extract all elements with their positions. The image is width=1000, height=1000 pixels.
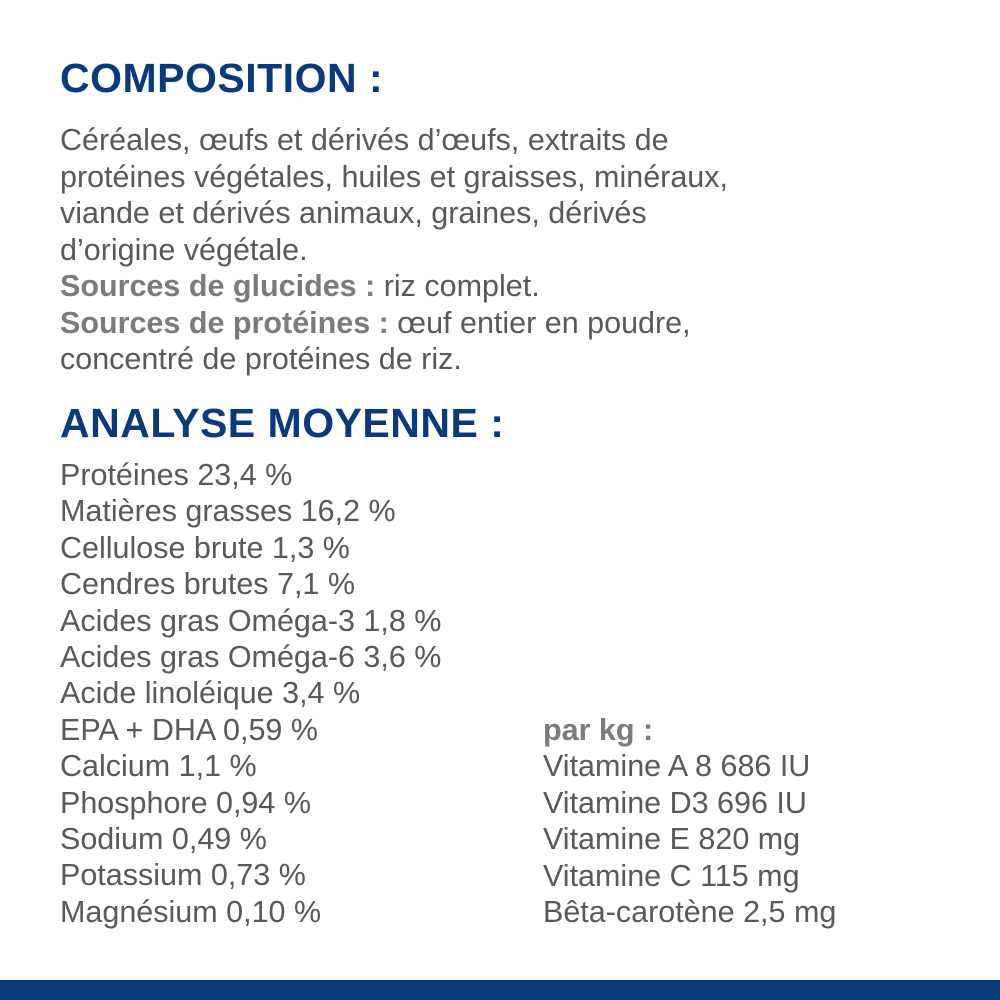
vitamins-list	[543, 712, 836, 930]
composition-text	[60, 122, 960, 378]
glucides-line	[60, 268, 960, 305]
composition-line: protéines végétales, huiles et graisses, minéraux,	[60, 159, 728, 194]
glucides-value: riz complet.	[375, 269, 540, 303]
vitamin-item: Bêta-carotène 2,5 mg	[543, 895, 837, 930]
analyse-item: Acides gras Oméga-6 3,6 %	[60, 640, 442, 675]
composition-line: d’origine végétale.	[60, 232, 308, 267]
analyse-item: Matières grasses 16,2 %	[60, 494, 396, 529]
vitamin-item: Vitamine E 820 mg	[543, 822, 801, 857]
analyse-item: Cellulose brute 1,3 %	[60, 530, 350, 565]
analyse-item: Protéines 23,4 %	[60, 458, 293, 492]
analyse-item: Cendres brutes 7,1 %	[60, 567, 355, 602]
proteines-label: Sources de protéines :	[60, 305, 389, 340]
footer-bar	[0, 980, 1000, 1000]
composition-line: viande et dérivés animaux, graines, dérivés	[60, 196, 647, 230]
analyse-item: EPA + DHA 0,59 %	[60, 712, 318, 747]
analyse-item: Phosphore 0,94 %	[60, 785, 311, 820]
proteines-line	[60, 305, 960, 342]
vitamins-heading: par kg :	[543, 713, 654, 747]
vitamin-item: Vitamine D3 696 IU	[543, 785, 807, 820]
composition-line: Céréales, œufs et dérivés d’œufs, extraits de	[60, 123, 669, 157]
analyse-item: Acides gras Oméga-3 1,8 %	[60, 603, 442, 638]
analyse-item: Potassium 0,73 %	[60, 858, 306, 893]
proteines-value: œuf entier en poudre,	[388, 305, 691, 340]
proteines-line-cont: concentré de protéines de riz.	[60, 342, 462, 376]
vitamin-item: Vitamine C 115 mg	[543, 858, 800, 893]
analyse-list	[60, 457, 441, 930]
analyse-item: Acide linoléique 3,4 %	[60, 676, 361, 711]
analyse-item: Calcium 1,1 %	[60, 749, 257, 784]
analyse-item: Magnésium 0,10 %	[60, 894, 322, 929]
composition-heading: COMPOSITION :	[60, 55, 384, 101]
analyse-heading: ANALYSE MOYENNE :	[60, 400, 505, 446]
vitamin-item: Vitamine A 8 686 IU	[543, 749, 811, 784]
analyse-item: Sodium 0,49 %	[60, 822, 267, 857]
glucides-label: Sources de glucides :	[60, 269, 376, 303]
